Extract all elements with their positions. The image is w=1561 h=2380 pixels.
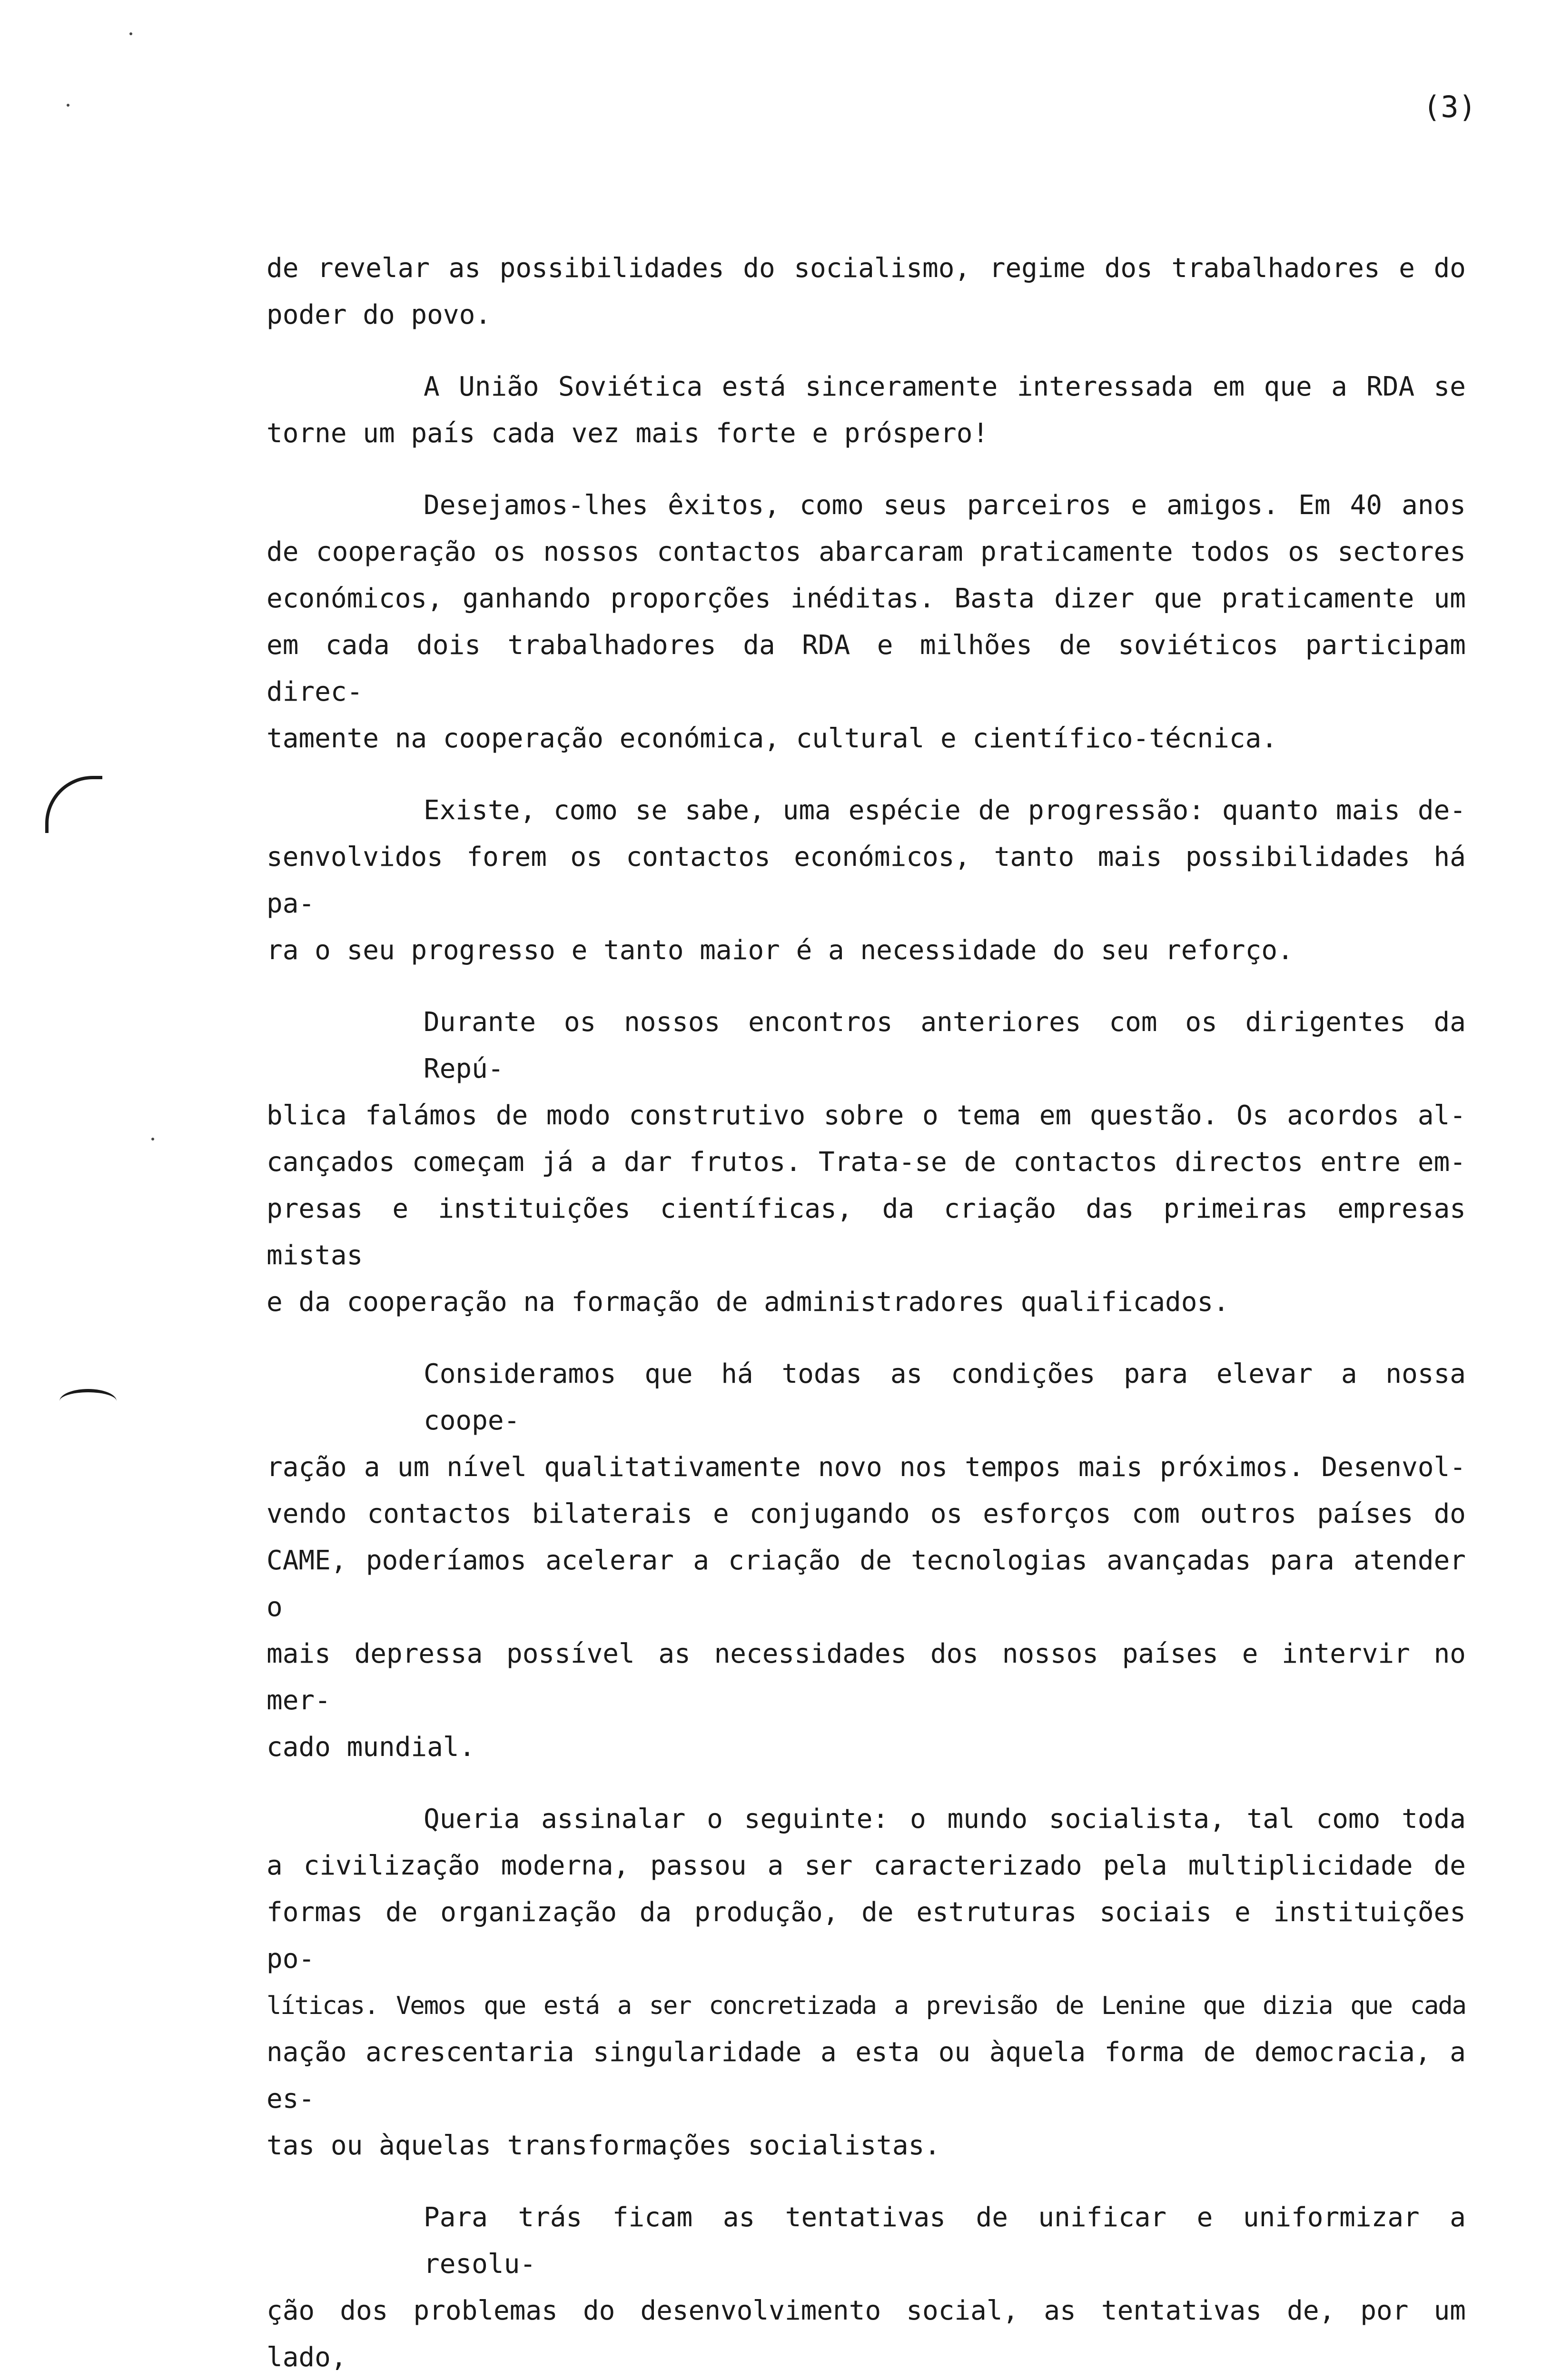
text-line: Existe, como se sabe, uma espécie de progressão: quanto mais de- (424, 795, 1466, 826)
text-line: cado mundial. (267, 1732, 475, 1763)
text-line: Durante os nossos encontros anteriores com os dirigentes da Repú- (424, 1007, 1466, 1084)
text-line: Queria assinalar o seguinte: o mundo socialista, tal como toda (424, 1804, 1466, 1835)
text-line: presas e instituições científicas, da criação das primeiras empresas mistas (267, 1193, 1466, 1271)
text-line: líticas. Vemos que está a ser concretizada a previsão de Lenine que dizia que cada (267, 1992, 1466, 2020)
text-line: A União Soviética está sinceramente interessada em que a RDA se (424, 371, 1466, 402)
paragraph (267, 364, 1466, 457)
paragraph (267, 1796, 1466, 2169)
text-line: ração a um nível qualitativamente novo nos tempos mais próximos. Desenvol- (267, 1452, 1466, 1483)
text-line: ção dos problemas do desenvolvimento social, as tentativas de, por um lado, (267, 2295, 1466, 2373)
text-line: torne um país cada vez mais forte e próspero! (267, 418, 989, 449)
text-line: vendo contactos bilaterais e conjugando os esforços com outros países do (267, 1498, 1466, 1529)
text-line: ra o seu progresso e tanto maior é a necessidade do seu reforço. (267, 935, 1294, 966)
text-line: tas ou àquelas transformações socialistas. (267, 2130, 941, 2161)
text-line: poder do povo. (267, 299, 492, 330)
text-line: a civilização moderna, passou a ser caracterizado pela multiplicidade de (267, 1850, 1466, 1881)
paragraph (267, 999, 1466, 1326)
text-line: de revelar as possibilidades do socialismo, regime dos trabalhadores e do (267, 253, 1466, 284)
text-line: Desejamos-lhes êxitos, como seus parceiros e amigos. Em 40 anos (424, 490, 1466, 521)
paragraph (267, 2194, 1466, 2380)
text-line: Consideramos que há todas as condições para elevar a nossa coope- (424, 1359, 1466, 1436)
handwritten-mark-bottom (59, 1389, 117, 1408)
handwritten-mark-top (45, 776, 102, 833)
paragraph (267, 787, 1466, 974)
text-line: senvolvidos forem os contactos económicos, tanto mais possibilidades há pa- (267, 842, 1466, 919)
text-line: Para trás ficam as tentativas de unificar e uniformizar a resolu- (424, 2202, 1466, 2280)
text-line: e da cooperação na formação de administradores qualificados. (267, 1287, 1229, 1318)
paragraph (267, 482, 1466, 762)
scan-speck (67, 104, 69, 107)
scan-speck (151, 1138, 154, 1140)
body-text (267, 245, 1466, 2380)
scan-speck (129, 32, 132, 35)
text-line: tamente na cooperação económica, cultural e científico-técnica. (267, 723, 1278, 754)
text-line: mais depressa possível as necessidades dos nossos países e intervir no mer- (267, 1638, 1466, 1716)
text-line: económicos, ganhando proporções inéditas. Basta dizer que praticamente um (267, 583, 1466, 614)
paragraph (267, 245, 1466, 338)
text-line: de cooperação os nossos contactos abarcaram praticamente todos os sectores (267, 536, 1466, 567)
text-line: nação acrescentaria singularidade a esta ou àquela forma de democracia, a es- (267, 2037, 1466, 2114)
text-line: CAME, poderíamos acelerar a criação de tecnologias avançadas para atender o (267, 1545, 1466, 1623)
page-number: (3) (1423, 89, 1476, 124)
text-line: blica falámos de modo construtivo sobre o tema em questão. Os acordos al- (267, 1100, 1466, 1131)
text-line: formas de organização da produção, de estruturas sociais e instituições po- (267, 1897, 1466, 1974)
text-line: cançados começam já a dar frutos. Trata-se de contactos directos entre em- (267, 1147, 1466, 1178)
paragraph (267, 1351, 1466, 1771)
text-line: em cada dois trabalhadores da RDA e milhões de soviéticos participam direc- (267, 630, 1466, 707)
